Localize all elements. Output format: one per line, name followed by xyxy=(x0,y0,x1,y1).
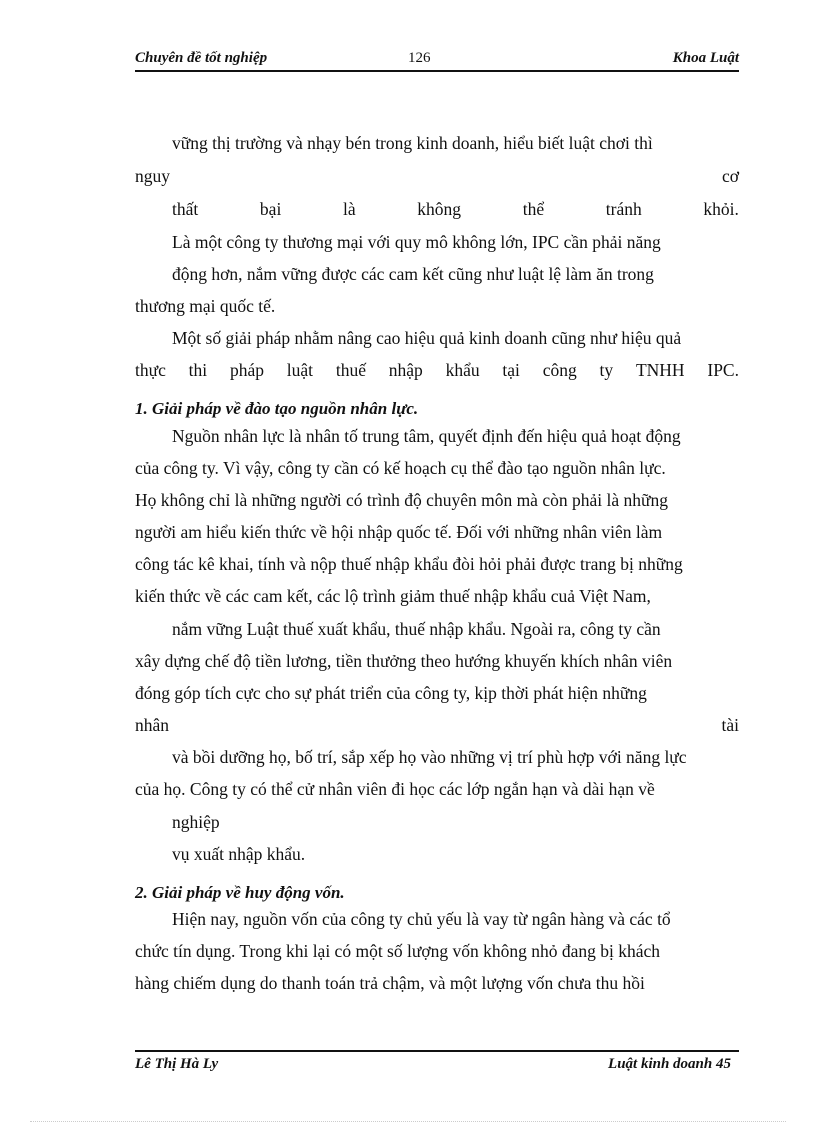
body-line: Một số giải pháp nhằm nâng cao hiệu quả kinh doanh cũng như hiệu quả xyxy=(172,328,682,348)
word: thể xyxy=(522,199,545,219)
word: thực xyxy=(135,360,166,380)
word: ty xyxy=(599,360,614,380)
footer-class: Luật kinh doanh 45 xyxy=(608,1056,731,1072)
word: thất xyxy=(172,199,199,219)
word: nhân xyxy=(135,715,170,735)
word: nhập xyxy=(388,360,423,380)
body-line: động hơn, nắm vững được các cam kết cũng như luật lệ làm ăn trong xyxy=(172,264,654,284)
word: IPC. xyxy=(707,360,739,380)
body-line: xây dựng chế độ tiền lương, tiền thưởng theo hướng khuyến khích nhân viên xyxy=(135,651,673,671)
body-line-spread xyxy=(135,714,739,736)
body-line: người am hiểu kiến thức về hội nhập quốc tế. Đối với những nhân viên làm xyxy=(135,522,663,542)
body-line: hàng chiếm dụng do thanh toán trả chậm, và một lượng vốn chưa thu hồi xyxy=(135,973,645,993)
word: nguy xyxy=(135,166,170,186)
footer-rule xyxy=(135,1050,739,1052)
word: thuế xyxy=(335,360,366,380)
word: là xyxy=(342,199,356,219)
word: thi xyxy=(188,360,208,380)
body-line: công tác kê khai, tính và nộp thuế nhập khẩu đòi hỏi phải được trang bị những xyxy=(135,554,683,574)
word: tài xyxy=(721,715,739,735)
header-title: Chuyên đề tốt nghiệp xyxy=(135,50,268,66)
word: TNHH xyxy=(635,360,685,380)
body-line: Họ không chỉ là những người có trình độ chuyên môn mà còn phải là những xyxy=(135,490,668,510)
page-header xyxy=(135,50,739,70)
body-line: Hiện nay, nguồn vốn của công ty chủ yếu là vay từ ngân hàng và các tổ xyxy=(172,909,671,929)
body-line: vụ xuất nhập khẩu. xyxy=(172,844,306,864)
word: luật xyxy=(286,360,314,380)
footer-author: Lê Thị Hà Ly xyxy=(135,1056,219,1072)
body-line: nghiệp xyxy=(172,812,220,832)
word: pháp xyxy=(229,360,264,380)
word: không xyxy=(417,199,462,219)
word: bại xyxy=(259,199,282,219)
body-line-spread xyxy=(135,359,739,381)
body-line: vững thị trường và nhạy bén trong kinh doanh, hiểu biết luật chơi thì xyxy=(172,133,653,153)
page-edge-divider xyxy=(30,1121,786,1122)
header-faculty: Khoa Luật xyxy=(672,50,739,66)
page-number: 126 xyxy=(408,50,431,66)
section-heading-2: 2. Giải pháp về huy động vốn. xyxy=(135,883,345,902)
word: khỏi. xyxy=(703,199,739,219)
body-line: của họ. Công ty có thể cử nhân viên đi học các lớp ngắn hạn và dài hạn về xyxy=(135,779,655,799)
body-line: kiến thức về các cam kết, các lộ trình giảm thuế nhập khẩu cuả Việt Nam, xyxy=(135,586,651,606)
header-rule xyxy=(135,70,739,72)
word: công xyxy=(542,360,577,380)
body-line: của công ty. Vì vậy, công ty cần có kế hoạch cụ thể đào tạo nguồn nhân lực. xyxy=(135,458,666,478)
body-line: và bồi dưỡng họ, bố trí, sắp xếp họ vào những vị trí phù hợp với năng lực xyxy=(172,747,687,767)
body-line: chức tín dụng. Trong khi lại có một số lượng vốn không nhỏ đang bị khách xyxy=(135,941,660,961)
body-line: Là một công ty thương mại với quy mô không lớn, IPC cần phải năng xyxy=(172,232,661,252)
word: tránh xyxy=(605,199,642,219)
body-line-spread xyxy=(135,165,739,187)
body-line: thương mại quốc tế. xyxy=(135,296,276,316)
word: cơ xyxy=(721,166,739,186)
body-line: Nguồn nhân lực là nhân tố trung tâm, quyết định đến hiệu quả hoạt động xyxy=(172,426,681,446)
section-heading-1: 1. Giải pháp về đào tạo nguồn nhân lực. xyxy=(135,399,419,418)
word: tại xyxy=(502,360,520,380)
body-line: nắm vững Luật thuế xuất khẩu, thuế nhập khẩu. Ngoài ra, công ty cần xyxy=(172,619,661,639)
body-line-spread xyxy=(172,198,739,220)
word: khẩu xyxy=(445,360,480,380)
body-line: đóng góp tích cực cho sự phát triển của công ty, kịp thời phát hiện những xyxy=(135,683,647,703)
